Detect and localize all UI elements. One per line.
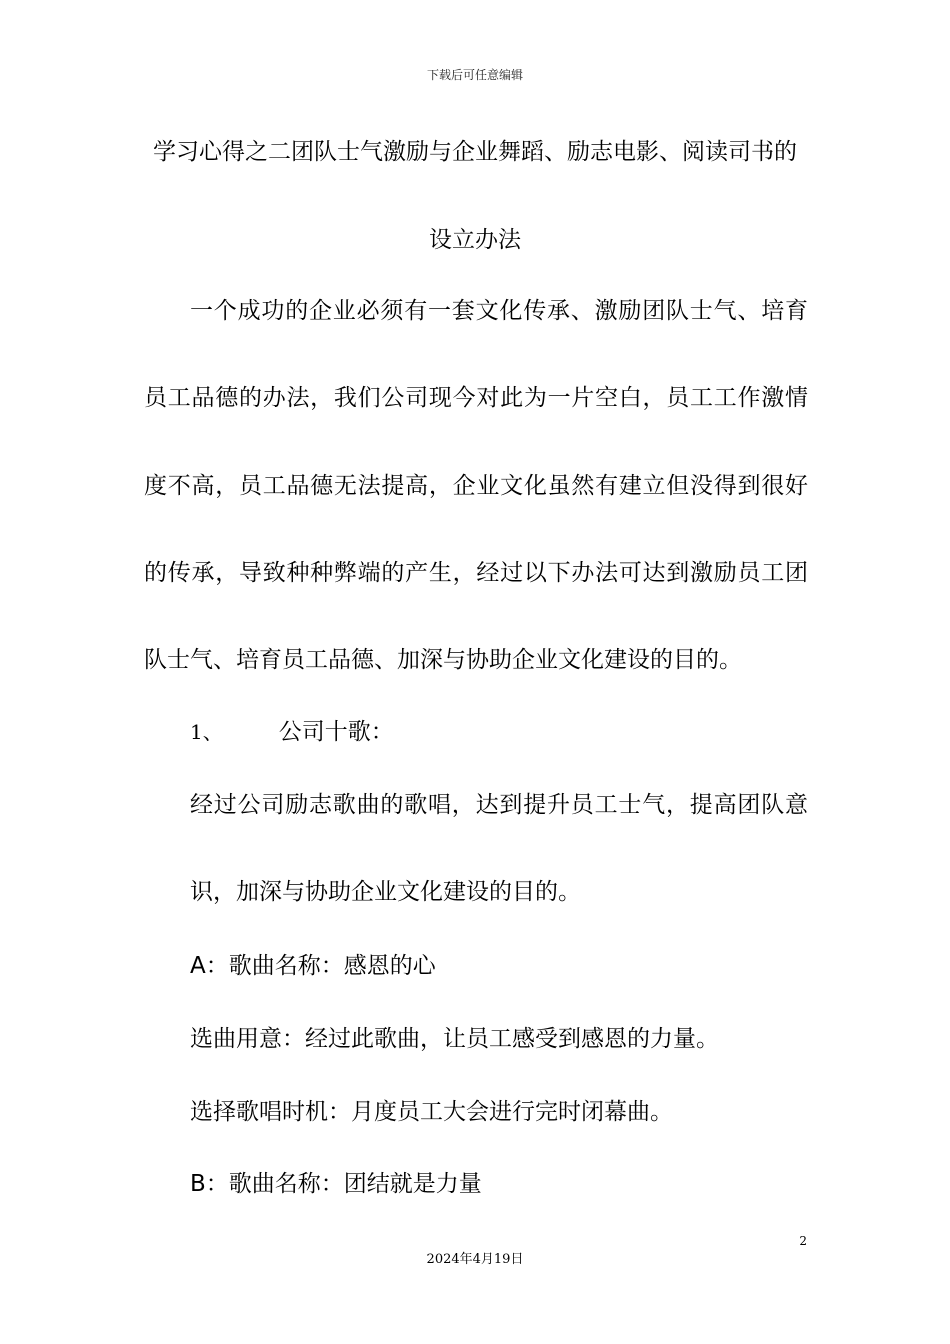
section-1-title: 公司十歌：: [278, 719, 394, 745]
page-number: 2: [799, 1234, 807, 1248]
document-title-line-1: 学习心得之二团队士气激励与企业舞蹈、励志电影、阅读司书的: [153, 139, 797, 165]
intro-paragraph-line: 员工品德的办法，我们公司现今对此为一片空白，员工工作激情: [144, 385, 808, 411]
intro-paragraph-line: 度不高，员工品德无法提高，企业文化虽然有建立但没得到很好: [144, 473, 808, 499]
section-1-heading: [190, 717, 394, 747]
intro-paragraph-line: 的传承，导致种种弊端的产生，经过以下办法可达到激励员工团: [144, 560, 808, 586]
document-title-line-2: 设立办法: [429, 227, 521, 253]
footer-date: 2024年4月19日: [426, 1252, 524, 1267]
song-a-name: A：歌曲名称：感恩的心: [190, 953, 436, 979]
song-a-timing: 选择歌唱时机：月度员工大会进行完时闭幕曲。: [190, 1099, 673, 1125]
section-1-description-line: 经过公司励志歌曲的歌唱，达到提升员工士气，提高团队意: [190, 792, 808, 818]
section-1-number: 1、: [190, 720, 223, 744]
intro-paragraph-line: 一个成功的企业必须有一套文化传承、激励团队士气、培育: [190, 298, 808, 324]
section-1-description-line: 识，加深与协助企业文化建设的目的。: [190, 879, 581, 905]
intro-paragraph-line: 队士气、培育员工品德、加深与协助企业文化建设的目的。: [144, 647, 742, 673]
song-b-name: B：歌曲名称：团结就是力量: [190, 1171, 482, 1197]
song-a-purpose: 选曲用意：经过此歌曲，让员工感受到感恩的力量。: [190, 1026, 719, 1052]
header-note: 下载后可任意编辑: [426, 68, 523, 82]
